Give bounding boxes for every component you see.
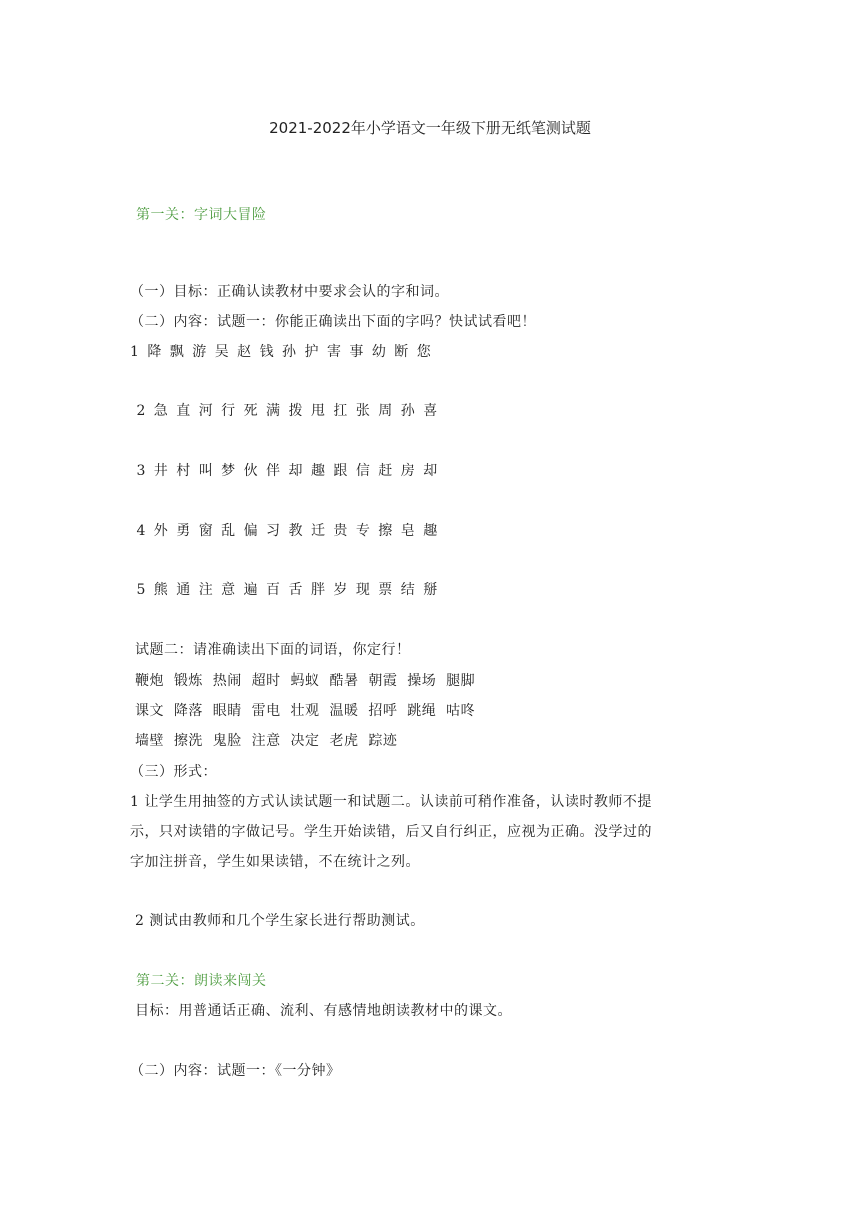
word-row-2: 课文 降落 眼睛 雷电 壮观 温暖 招呼 跳绳 咕咚: [130, 703, 476, 719]
form-paragraph-line-3: 字加注拼音，学生如果读错，不在统计之列。: [130, 854, 420, 870]
section-2-content: （二）内容：试题一：《一分钟》: [130, 1063, 341, 1079]
section-1-content: （二）内容：试题一：你能正确读出下面的字吗？快试试看吧！: [130, 314, 536, 330]
form-heading: （三）形式：: [130, 764, 217, 780]
section-1-heading: 第一关：字词大冒险: [136, 207, 267, 223]
char-row-3: 3 井 村 叫 梦 伙 伴 却 趣 跟 信 赶 房 却: [130, 463, 440, 479]
word-row-1: 鞭炮 锻炼 热闹 超时 蚂蚁 酷暑 朝霞 操场 腿脚: [130, 673, 476, 689]
form-paragraph-line-2: 示，只对读错的字做记号。学生开始读错，后又自行纠正，应视为正确。没学过的: [130, 824, 652, 840]
document-title: 2021-2022年小学语文一年级下册无纸笔测试题: [269, 119, 591, 137]
char-row-4: 4 外 勇 窗 乱 偏 习 教 迁 贵 专 擦 皂 趣: [130, 523, 440, 539]
section-1-goal: （一）目标：正确认读教材中要求会认的字和词。: [130, 284, 449, 300]
form-paragraph-line-1: 1 让学生用抽签的方式认读试题一和试题二。认读前可稍作准备，认读时教师不提: [130, 794, 652, 810]
char-row-1: 1 降 飘 游 吴 赵 钱 孙 护 害 事 幼 断 您: [130, 344, 433, 360]
section-2-heading: 第二关：朗读来闯关: [136, 973, 267, 989]
word-row-3: 墙壁 擦洗 鬼脸 注意 决定 老虎 踪迹: [130, 733, 398, 749]
section-2-goal: 目标：用普通话正确、流利、有感情地朗读教材中的课文。: [130, 1003, 512, 1019]
char-row-5: 5 熊 通 注 意 遍 百 舌 胖 岁 现 票 结 掰: [130, 582, 440, 598]
question-2: 试题二：请准确读出下面的词语，你定行！: [130, 642, 411, 658]
form-paragraph-2: 2 测试由教师和几个学生家长进行帮助测试。: [130, 913, 425, 929]
char-row-2: 2 急 直 河 行 死 满 拨 甩 扛 张 周 孙 喜: [130, 403, 440, 419]
